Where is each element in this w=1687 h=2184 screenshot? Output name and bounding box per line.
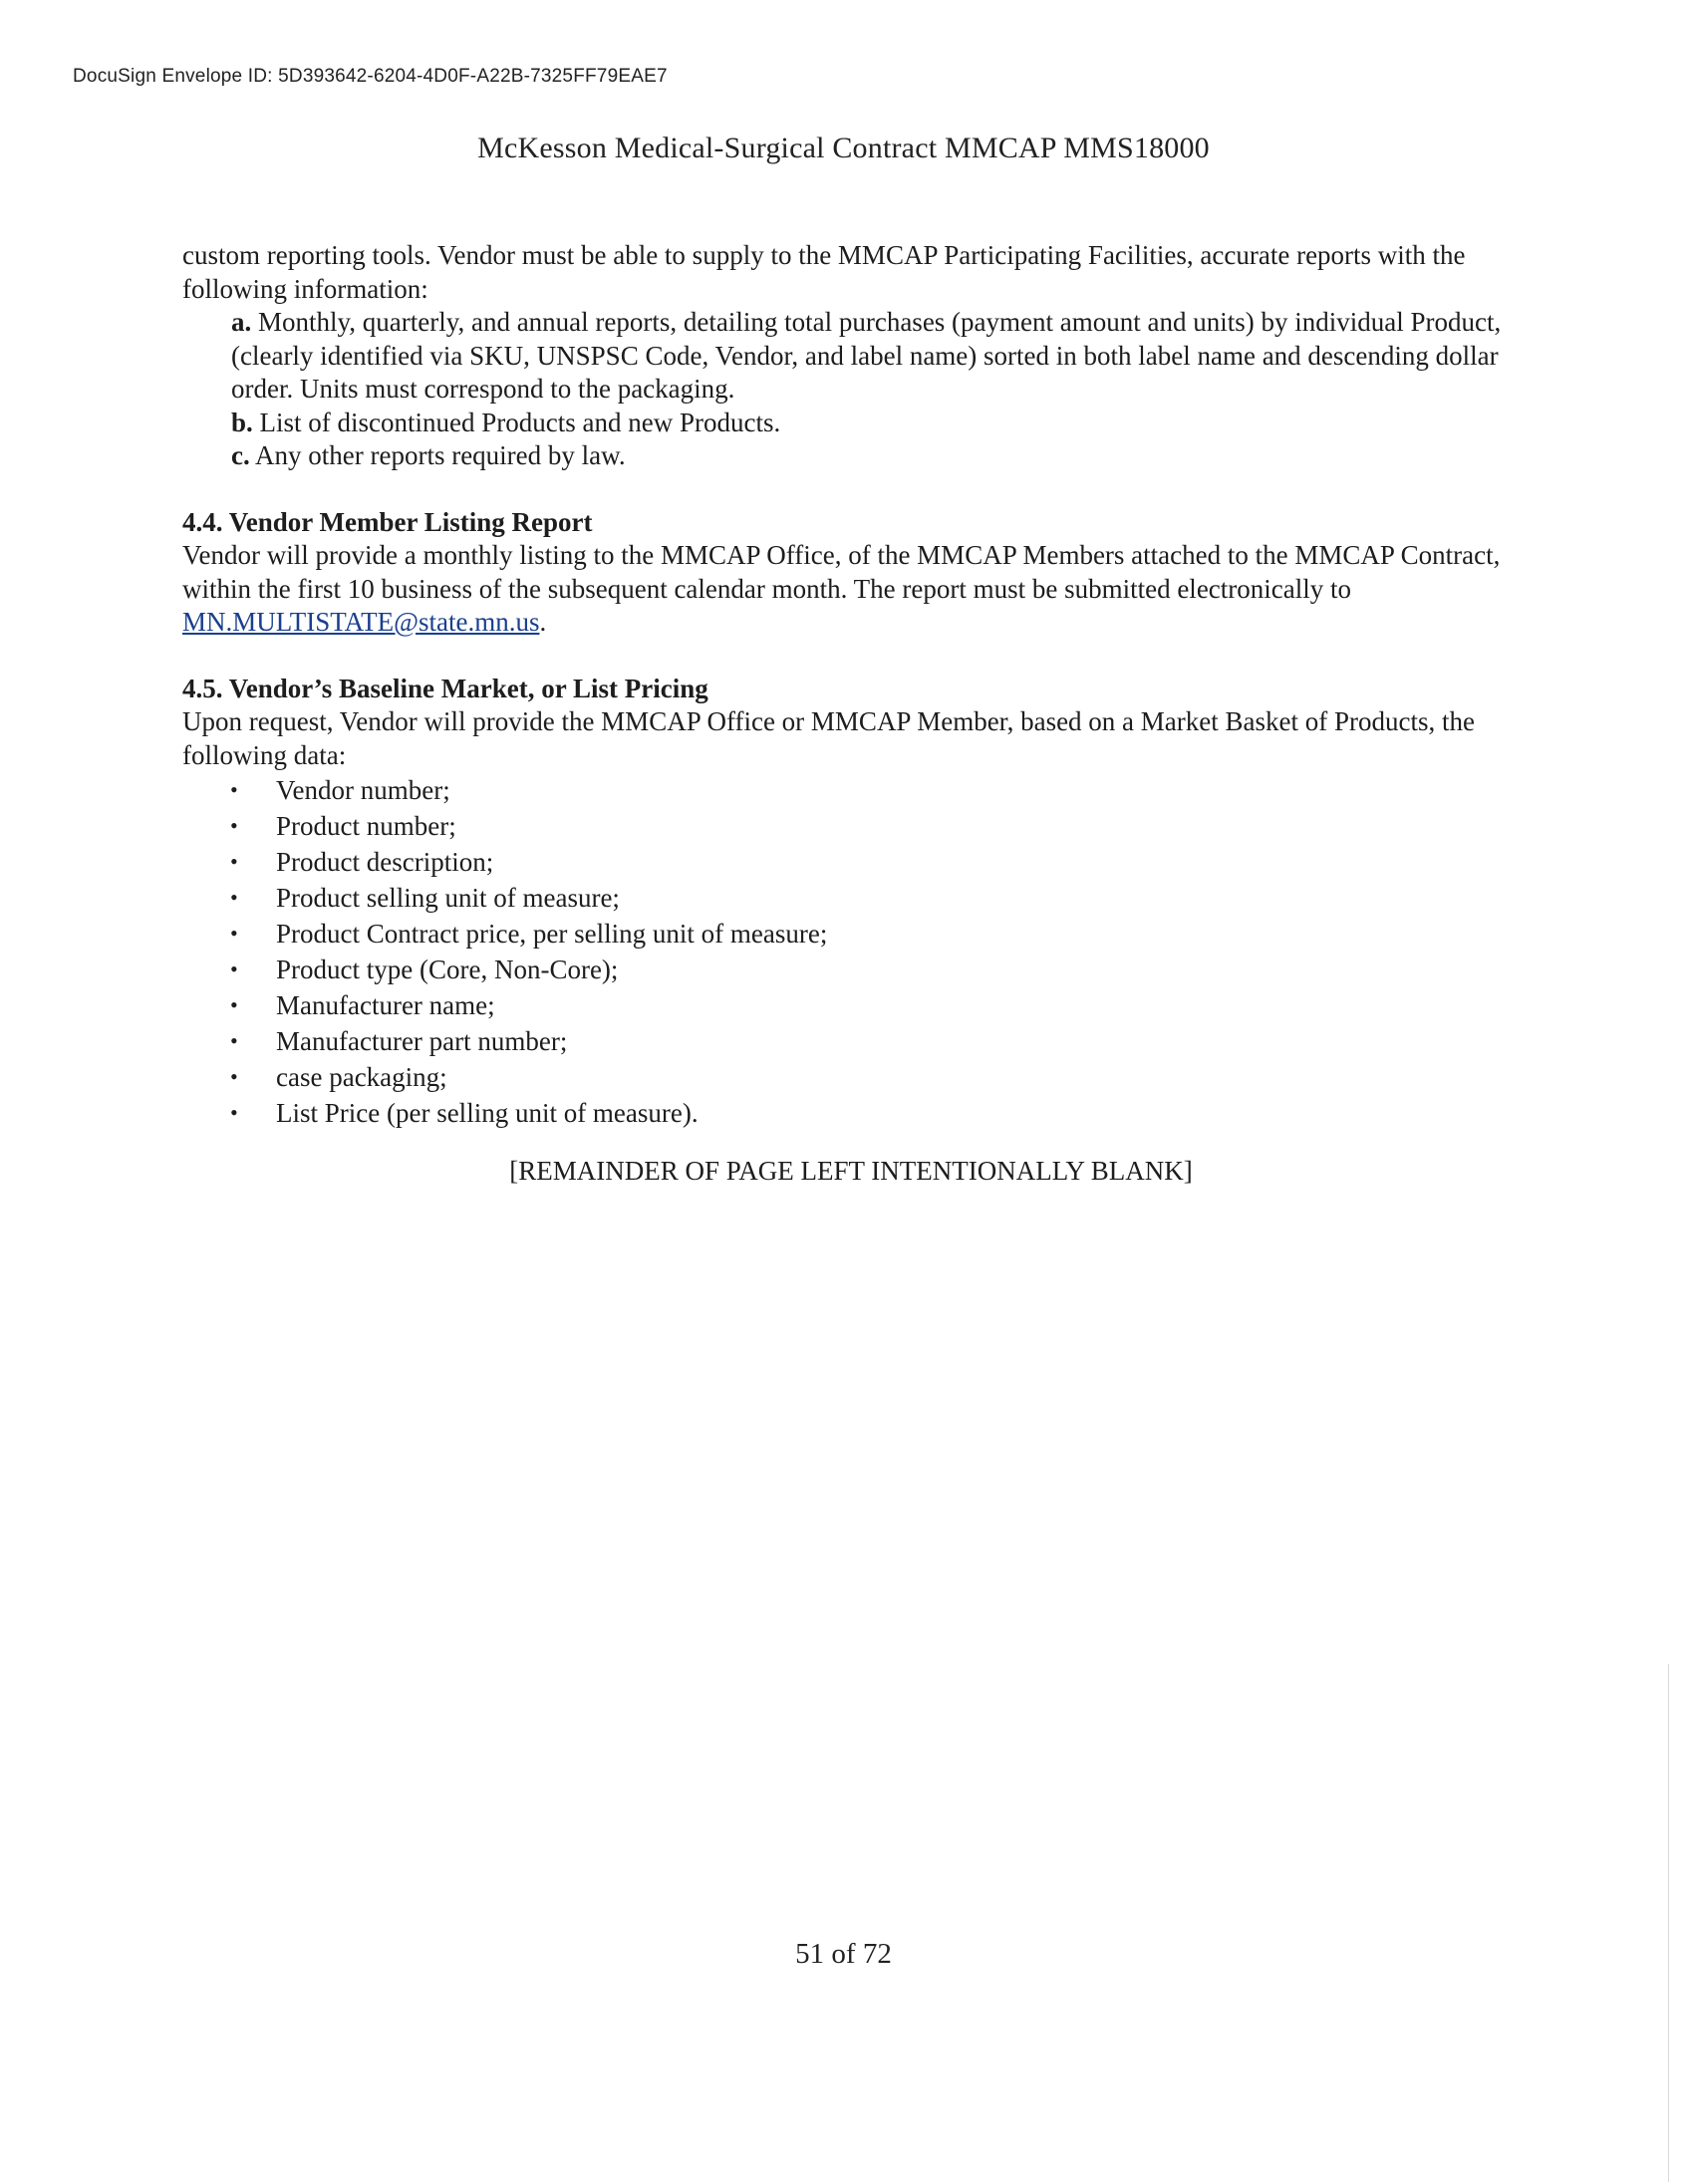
scan-edge-line <box>1668 1664 1669 2182</box>
report-item <box>231 407 1549 440</box>
bullet-icon: • <box>230 777 238 802</box>
report-item <box>231 306 1549 407</box>
bullet-icon: • <box>230 813 238 838</box>
list-item <box>182 772 1549 808</box>
bullet-icon: • <box>230 1064 238 1089</box>
bullet-icon: • <box>230 885 238 910</box>
report-item-letter: c. <box>231 440 250 470</box>
list-item-text: case packaging; <box>276 1062 447 1092</box>
list-item-text: Manufacturer name; <box>276 990 495 1020</box>
docusign-envelope-id: DocuSign Envelope ID: 5D393642-6204-4D0F-A22B-7325FF79EAE7 <box>73 66 668 87</box>
section-4-5-heading: 4.5. Vendor’s Baseline Market, or List Pricing <box>182 673 708 703</box>
bullet-icon: • <box>230 1100 238 1125</box>
bullet-icon: • <box>230 849 238 874</box>
list-item <box>182 916 1549 952</box>
report-item <box>231 439 1549 473</box>
section-4-4-body <box>182 539 1549 640</box>
data-field-list <box>182 772 1549 1131</box>
report-item-letter: a. <box>231 307 252 337</box>
list-item <box>182 880 1549 916</box>
intro-paragraph: custom reporting tools. Vendor must be able to supply to the MMCAP Participating Facilities, accurate reports with the following information: <box>182 240 1466 304</box>
list-item-text: Product number; <box>276 811 456 841</box>
report-items-list <box>182 306 1549 473</box>
section-4-5-body: Upon request, Vendor will provide the MMCAP Office or MMCAP Member, based on a Market Basket of Products, the following data: <box>182 706 1475 770</box>
list-item-text: Product selling unit of measure; <box>276 883 620 913</box>
list-item <box>182 844 1549 880</box>
list-item-text: Product description; <box>276 847 494 877</box>
list-item <box>182 952 1549 987</box>
blank-page-notice: [REMAINDER OF PAGE LEFT INTENTIONALLY BLANK] <box>509 1156 1193 1186</box>
bullet-icon: • <box>230 1028 238 1053</box>
list-item <box>182 1095 1549 1131</box>
report-item-text: Any other reports required by law. <box>255 440 626 470</box>
page-number: 51 of 72 <box>795 1938 892 1970</box>
list-item-text: Product Contract price, per selling unit of measure; <box>276 919 828 949</box>
document-title: McKesson Medical-Surgical Contract MMCAP MMS18000 <box>477 132 1210 164</box>
list-item <box>182 987 1549 1023</box>
report-item-text: List of discontinued Products and new Products. <box>259 407 781 437</box>
bullet-icon: • <box>230 992 238 1017</box>
list-item-text: Vendor number; <box>276 775 450 805</box>
section-4-4-text: Vendor will provide a monthly listing to the MMCAP Office, of the MMCAP Members attached to the MMCAP Contract, within the first 10 business of the subsequent calendar month. The report must be submitted electronically to <box>182 540 1501 604</box>
report-item-text: Monthly, quarterly, and annual reports, detailing total purchases (payment amount and units) by individual Product, (clearly identified via SKU, UNSPSC Code, Vendor, and label name) sorted in both label name and descending dollar order. Units must correspond to the packaging. <box>231 307 1502 404</box>
email-link[interactable]: MN.MULTISTATE@state.mn.us <box>182 607 540 637</box>
list-item <box>182 1059 1549 1095</box>
page-content <box>182 239 1549 1189</box>
list-item <box>182 1023 1549 1059</box>
report-item-letter: b. <box>231 407 253 437</box>
list-item-text: Manufacturer part number; <box>276 1026 568 1056</box>
bullet-icon: • <box>230 956 238 981</box>
list-item-text: Product type (Core, Non-Core); <box>276 955 619 984</box>
bullet-icon: • <box>230 921 238 946</box>
list-item-text: List Price (per selling unit of measure). <box>276 1098 699 1128</box>
list-item <box>182 808 1549 844</box>
section-4-4-end: . <box>539 607 547 637</box>
section-4-4-heading: 4.4. Vendor Member Listing Report <box>182 506 593 537</box>
